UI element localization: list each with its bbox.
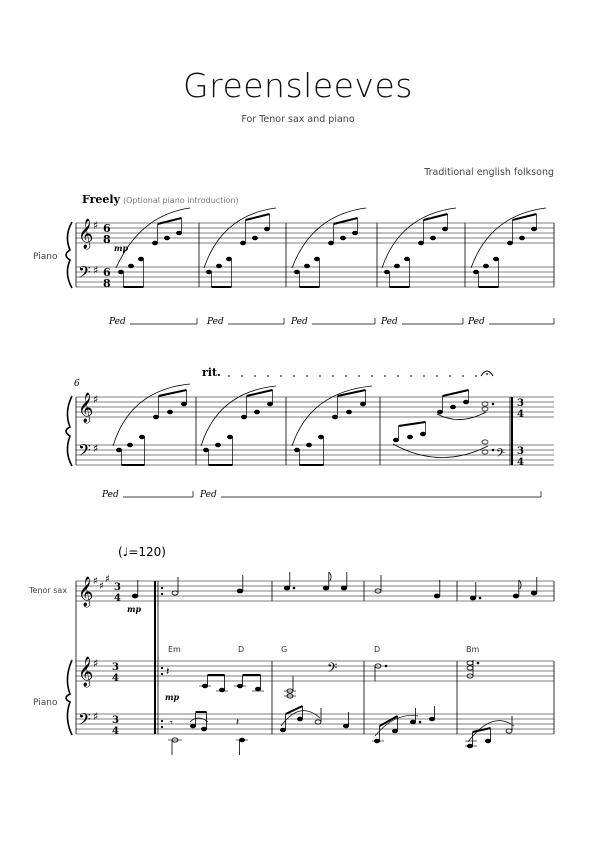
bass-clef-icon: 𝄢 <box>78 440 91 464</box>
time-sig-top: 3 <box>517 398 524 409</box>
chord-symbol: Bm <box>466 645 480 654</box>
pedal-mark: Ped <box>200 490 217 500</box>
rest-icon: 𝄽 <box>166 665 170 678</box>
metronome-marking: (♩=120) <box>118 545 166 559</box>
sharp-icon: ♯ <box>93 393 99 406</box>
system-3 <box>28 545 554 755</box>
sharp-icon: ♯ <box>105 574 110 585</box>
instrument-label-tenor-sax: Tenor sax <box>29 586 68 595</box>
tempo-note: (Optional piano introduction) <box>123 196 239 205</box>
sharp-icon: ♯ <box>93 710 99 723</box>
pedal-mark: Ped <box>291 317 308 327</box>
chord-symbol: D <box>238 645 245 654</box>
chord-symbol: G <box>281 645 288 654</box>
time-sig-top: 3 <box>517 446 524 457</box>
time-sig-top: 6 <box>103 222 111 235</box>
sharp-icon: ♯ <box>93 657 99 670</box>
chord-symbol: D <box>374 645 381 654</box>
time-sig-top: 6 <box>103 266 111 279</box>
page-title: Greensleeves <box>183 66 413 105</box>
pedal-marks <box>108 317 485 327</box>
time-sig-top: 3 <box>114 582 121 593</box>
treble-clef-icon: 𝄞 <box>78 393 94 423</box>
time-sig-top: 3 <box>112 715 119 726</box>
pedal-mark: Ped <box>102 490 119 500</box>
time-sig-bottom: 4 <box>517 457 524 468</box>
bass-staff <box>76 267 554 287</box>
rest-icon: 𝄽 <box>236 717 240 728</box>
dynamic-mp: mp <box>127 604 142 614</box>
sharp-icon: ♯ <box>93 442 99 455</box>
time-sig-bottom: 4 <box>517 409 524 420</box>
dynamic-mp: mp <box>165 692 180 702</box>
measure-number: 6 <box>74 379 80 389</box>
sharp-icon: ♯ <box>93 576 98 587</box>
brace <box>66 396 72 466</box>
brace <box>66 660 72 735</box>
pedal-mark: Ped <box>207 317 224 327</box>
bass-clef-icon: 𝄢 <box>78 262 91 286</box>
time-sig-bottom: 4 <box>112 726 119 737</box>
rest-icon: 𝄾 <box>170 718 173 729</box>
pedal-mark: Ped <box>468 317 485 327</box>
sharp-icon: ♯ <box>93 264 99 277</box>
bass-clef-icon: 𝄢 <box>78 709 91 733</box>
treble-clef-icon: 𝄞 <box>78 577 94 607</box>
time-sig-bottom: 8 <box>103 277 111 290</box>
pedal-mark: Ped <box>109 317 126 327</box>
time-sig-top: 3 <box>112 662 119 673</box>
instrument-label-piano: Piano <box>33 698 58 708</box>
system-2 <box>66 366 554 500</box>
arpeggio-figures <box>116 208 546 287</box>
composer-credit: Traditional english folksong <box>424 167 554 178</box>
treble-clef-icon: 𝄞 <box>78 657 94 687</box>
system-1 <box>33 193 554 327</box>
bass-clef-icon: 𝄢 <box>327 660 338 679</box>
page-subtitle: For Tenor sax and piano <box>241 114 355 125</box>
time-sig-bottom: 8 <box>103 233 111 246</box>
chord-symbol: Em <box>168 645 181 654</box>
bass-clef-icon: 𝄢 <box>496 447 506 463</box>
time-sig-bottom: 4 <box>114 593 121 604</box>
time-sig-bottom: 4 <box>112 673 119 684</box>
pedal-mark: Ped <box>381 317 398 327</box>
dynamic-mp: mp <box>114 243 129 253</box>
tempo-marking: Freely <box>82 193 120 206</box>
barlines <box>76 223 554 287</box>
instrument-label-piano: Piano <box>33 252 58 262</box>
brace <box>66 222 72 288</box>
treble-clef-icon: 𝄞 <box>78 219 94 249</box>
rit-marking: rit. <box>202 366 221 379</box>
sharp-icon: ♯ <box>93 219 99 232</box>
sharp-icon: ♯ <box>99 581 104 592</box>
